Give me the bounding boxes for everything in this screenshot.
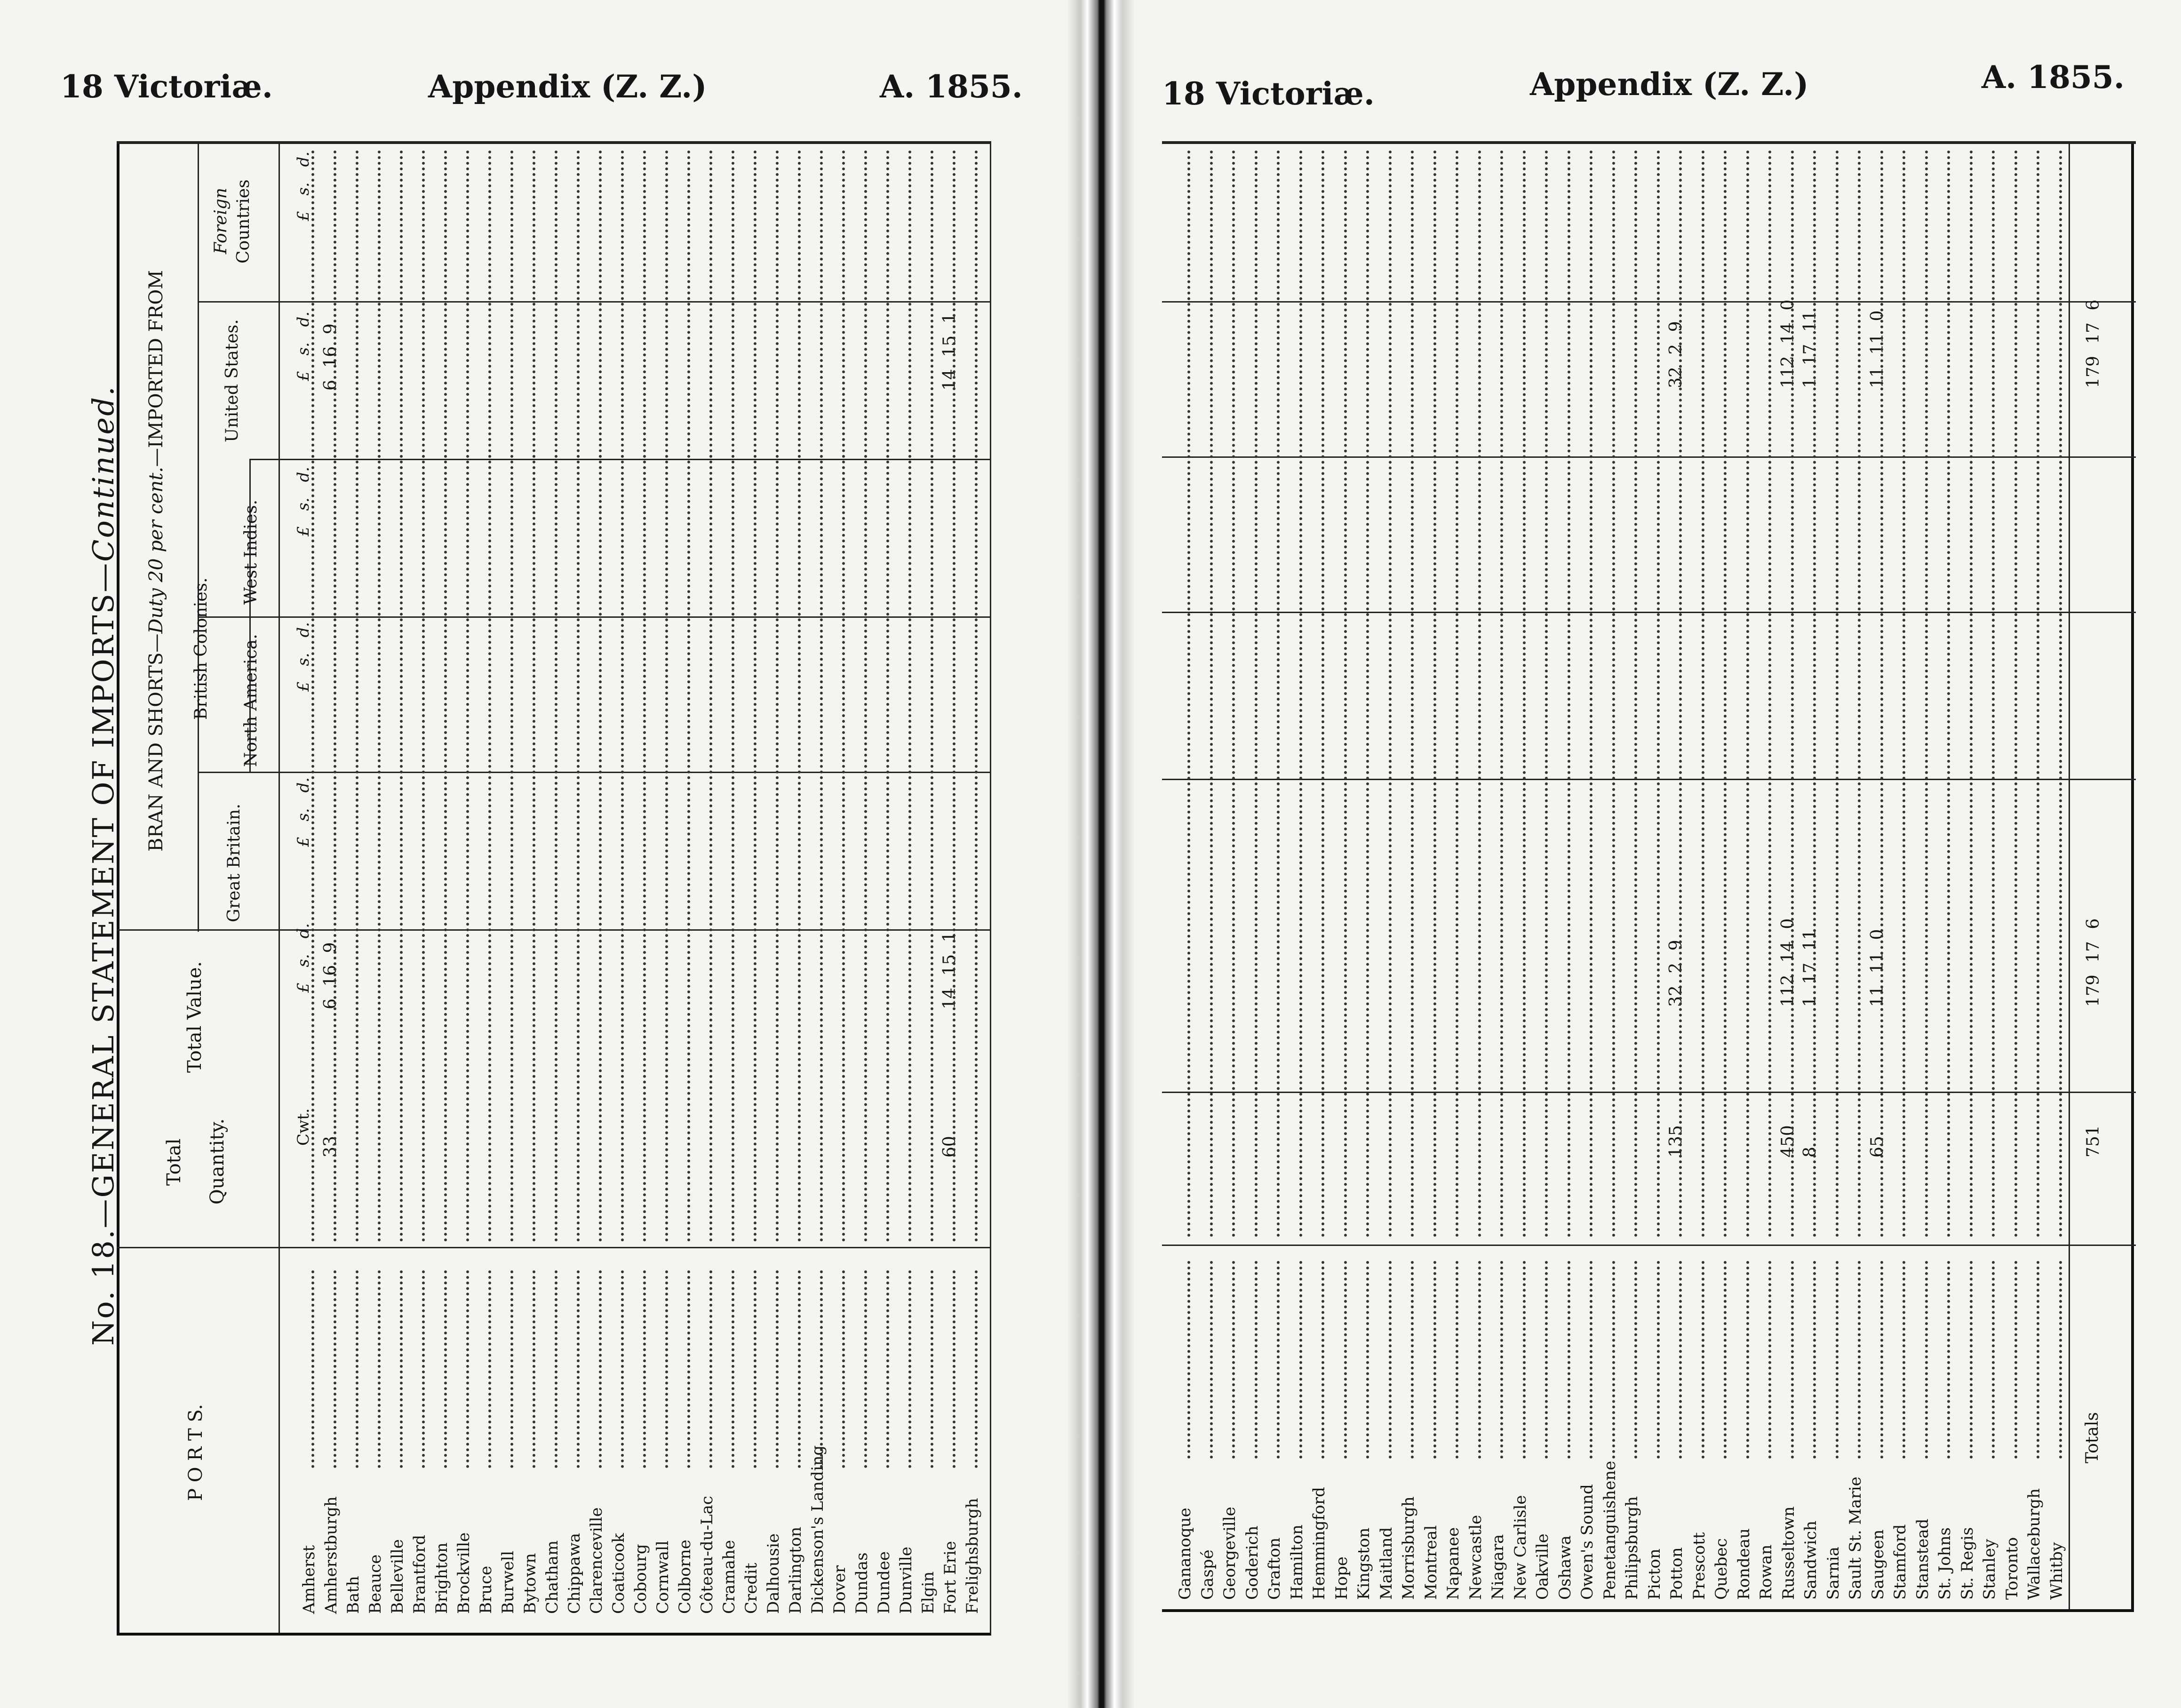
dot-leader bbox=[1724, 1261, 1727, 1459]
port-name: Fort Erie bbox=[941, 1541, 960, 1614]
port-name: Wallaceburgh bbox=[2025, 1488, 2044, 1600]
port-name: Sarnia bbox=[1823, 1547, 1843, 1600]
british-colonies-header: British Colonies. bbox=[191, 577, 211, 720]
port-name: Elgin bbox=[919, 1571, 938, 1614]
dot-leader bbox=[488, 151, 491, 1242]
port-name: Bath bbox=[344, 1576, 363, 1614]
port-name: Bytown bbox=[521, 1553, 540, 1614]
imported-from-header bbox=[147, 270, 166, 852]
dot-leader bbox=[1880, 1261, 1883, 1459]
unit-west-indies: £ s. d. bbox=[294, 466, 313, 536]
appendix-header: Appendix (Z. Z.) bbox=[1530, 66, 1809, 103]
dot-leader bbox=[466, 1270, 469, 1468]
dot-leader bbox=[2014, 1261, 2017, 1459]
dot-leader bbox=[621, 151, 624, 1242]
dot-leader bbox=[1947, 151, 1950, 1237]
port-name: Montreal bbox=[1421, 1525, 1441, 1600]
total-header: Total bbox=[163, 1138, 185, 1186]
dot-leader bbox=[1568, 1261, 1570, 1459]
dot-leader bbox=[2037, 1261, 2039, 1459]
dot-leader bbox=[1366, 1261, 1369, 1459]
dot-leader bbox=[1612, 151, 1615, 1237]
port-name: Côteau-du-Lac bbox=[698, 1496, 716, 1614]
great-britain-header: Great Britain. bbox=[224, 804, 244, 922]
dot-leader bbox=[953, 1270, 955, 1468]
dot-leader bbox=[1433, 151, 1436, 1237]
dot-leader bbox=[555, 151, 557, 1242]
port-name: Owen's Sound bbox=[1578, 1484, 1597, 1600]
foreign-header: Foreign bbox=[211, 188, 231, 254]
dot-leader bbox=[953, 151, 955, 1242]
dot-leader bbox=[886, 1270, 889, 1468]
dot-leader bbox=[1791, 1261, 1794, 1459]
dot-leader bbox=[444, 1270, 447, 1468]
port-name: Georgeville bbox=[1220, 1507, 1239, 1600]
dot-leader bbox=[1321, 1261, 1324, 1459]
dot-leader bbox=[776, 151, 779, 1242]
unit-quantity: Cwt. bbox=[294, 1108, 313, 1146]
unit-great-britain: £ s. d. bbox=[294, 777, 313, 847]
port-name: Dundee bbox=[875, 1551, 893, 1614]
dot-leader bbox=[1255, 1261, 1258, 1459]
quantity-cell: 60 bbox=[940, 1136, 959, 1157]
port-name: Penetanguishene bbox=[1600, 1461, 1619, 1600]
port-name: Dunville bbox=[897, 1546, 915, 1614]
dot-leader bbox=[577, 151, 580, 1242]
port-name: Stamford bbox=[1891, 1524, 1910, 1600]
dot-leader bbox=[334, 1270, 336, 1468]
dot-leader bbox=[2014, 151, 2017, 1237]
countries-header: Countries bbox=[234, 179, 253, 263]
port-name: Beauce bbox=[366, 1554, 385, 1614]
dot-leader bbox=[798, 1270, 801, 1468]
port-name: Newcastle bbox=[1466, 1515, 1485, 1600]
dot-leader bbox=[1299, 1261, 1302, 1459]
dot-leader bbox=[1523, 1261, 1526, 1459]
dot-leader bbox=[1925, 1261, 1928, 1459]
port-name: New Carlisle bbox=[1511, 1495, 1530, 1600]
imported-from-label: —IMPORTED FROM bbox=[145, 270, 167, 467]
dot-leader bbox=[1187, 151, 1190, 1237]
dot-leader bbox=[422, 1270, 425, 1468]
united-states-cell: 6 16 9 bbox=[321, 323, 340, 391]
dot-leader bbox=[1187, 1261, 1190, 1459]
port-name: Morrisburgh bbox=[1399, 1496, 1418, 1600]
port-name: Brantford bbox=[410, 1534, 429, 1614]
port-name: Goderich bbox=[1242, 1525, 1262, 1600]
port-name: Amherstburgh bbox=[322, 1496, 341, 1614]
dot-leader bbox=[334, 151, 336, 1242]
port-name: Oakville bbox=[1533, 1533, 1552, 1600]
port-name: Brockville bbox=[454, 1532, 473, 1614]
dot-leader bbox=[754, 151, 756, 1242]
dot-leader bbox=[1500, 151, 1503, 1237]
dot-leader bbox=[1545, 1261, 1548, 1459]
dot-leader bbox=[687, 1270, 690, 1468]
port-name: Chatham bbox=[543, 1540, 562, 1614]
total-value-cell: 14 15 1 bbox=[940, 931, 959, 1009]
total-value-cell: 1 17 11 bbox=[1800, 929, 1820, 1007]
ports-header: P O R T S. bbox=[185, 1404, 207, 1501]
left-page bbox=[0, 0, 1067, 1708]
port-name: Sault St. Marie bbox=[1846, 1477, 1865, 1600]
dot-leader bbox=[1568, 151, 1570, 1237]
dot-leader bbox=[1389, 151, 1392, 1237]
dot-leader bbox=[732, 151, 734, 1242]
port-name: Toronto bbox=[2002, 1537, 2022, 1600]
table-frame-right bbox=[1162, 141, 2134, 1612]
dot-leader bbox=[1679, 1261, 1682, 1459]
dot-leader bbox=[798, 151, 801, 1242]
dot-leader bbox=[709, 151, 712, 1242]
dot-leader bbox=[732, 1270, 734, 1468]
dot-leader bbox=[1411, 1261, 1414, 1459]
dot-leader bbox=[1925, 151, 1928, 1237]
dot-leader bbox=[665, 1270, 668, 1468]
port-name: Hemmingford bbox=[1310, 1487, 1329, 1600]
unit-foreign: £ s. d. bbox=[294, 151, 313, 221]
port-name: Dundas bbox=[852, 1552, 871, 1614]
dot-leader bbox=[842, 1270, 845, 1468]
dot-leader bbox=[2037, 151, 2039, 1237]
port-name: Colborne bbox=[676, 1540, 694, 1614]
united-states-header: United States. bbox=[223, 319, 242, 442]
dot-leader bbox=[1992, 1261, 1995, 1459]
dot-leader bbox=[2059, 1261, 2062, 1459]
dot-leader bbox=[1724, 151, 1727, 1237]
port-name: Prescott bbox=[1689, 1532, 1709, 1600]
dot-leader bbox=[1702, 1261, 1704, 1459]
dot-leader bbox=[488, 1270, 491, 1468]
port-name: Cobourg bbox=[631, 1544, 650, 1614]
port-name: Philipsburgh bbox=[1623, 1496, 1641, 1600]
port-name: Rowan bbox=[1757, 1544, 1775, 1600]
dot-leader bbox=[1478, 151, 1481, 1237]
port-name: Oshawa bbox=[1555, 1535, 1575, 1600]
dot-leader bbox=[1634, 151, 1637, 1237]
dot-leader bbox=[1947, 1261, 1950, 1459]
dot-leader bbox=[621, 1270, 624, 1468]
dot-leader bbox=[1232, 1261, 1235, 1459]
dot-leader bbox=[422, 151, 425, 1242]
dot-leader bbox=[378, 1270, 381, 1468]
dot-leader bbox=[687, 151, 690, 1242]
appendix-header: Appendix (Z. Z.) bbox=[428, 68, 707, 105]
dot-leader bbox=[820, 151, 823, 1242]
dot-leader bbox=[1902, 151, 1905, 1237]
port-name: Credit bbox=[742, 1563, 761, 1614]
dot-leader bbox=[908, 151, 911, 1242]
year-header: A. 1855. bbox=[880, 68, 1023, 105]
port-name: Potton bbox=[1667, 1547, 1686, 1600]
port-name: St. Regis bbox=[1958, 1527, 1977, 1600]
dot-leader bbox=[444, 151, 447, 1242]
dot-leader bbox=[665, 151, 668, 1242]
table-title-continued: Continued. bbox=[86, 385, 120, 562]
dot-leader bbox=[1411, 151, 1414, 1237]
unit-united-states: £ s. d. bbox=[294, 311, 313, 381]
dot-leader bbox=[510, 151, 513, 1242]
dot-leader bbox=[1210, 1261, 1213, 1459]
dot-leader bbox=[1858, 151, 1861, 1237]
dot-leader bbox=[1277, 151, 1280, 1237]
dot-leader bbox=[599, 1270, 602, 1468]
port-name: Niagara bbox=[1488, 1534, 1507, 1600]
unit-north-america: £ s. d. bbox=[294, 622, 313, 692]
dot-leader bbox=[643, 1270, 646, 1468]
dot-leader bbox=[1255, 151, 1258, 1237]
dot-leader bbox=[864, 1270, 867, 1468]
dot-leader bbox=[1232, 151, 1235, 1237]
west-indies-header: West Indies. bbox=[241, 500, 261, 605]
dot-leader bbox=[1702, 151, 1704, 1237]
dot-leader bbox=[1456, 151, 1458, 1237]
dot-leader bbox=[1902, 1261, 1905, 1459]
dot-leader bbox=[577, 1270, 580, 1468]
year-header: A. 1855. bbox=[1982, 59, 2125, 96]
dot-leader bbox=[1344, 1261, 1347, 1459]
port-name: Sandwich bbox=[1801, 1520, 1820, 1600]
port-name: Clarenceville bbox=[587, 1507, 606, 1614]
port-name: Saugeen bbox=[1868, 1529, 1887, 1600]
dot-leader bbox=[1880, 151, 1883, 1237]
dot-leader bbox=[466, 151, 469, 1242]
dot-leader bbox=[356, 1270, 358, 1468]
dot-leader bbox=[1970, 151, 1973, 1237]
dot-leader bbox=[311, 1270, 314, 1468]
dot-leader bbox=[400, 151, 403, 1242]
dot-leader bbox=[1612, 1261, 1615, 1459]
article-label: BRAN AND SHORTS— bbox=[145, 633, 167, 852]
dot-leader bbox=[1813, 1261, 1816, 1459]
dot-leader bbox=[1634, 1261, 1637, 1459]
totals-quantity: 751 bbox=[2084, 1125, 2103, 1157]
dot-leader bbox=[1992, 151, 1995, 1237]
dot-leader bbox=[1299, 151, 1302, 1237]
port-name: Cramahe bbox=[720, 1540, 739, 1614]
totals-value: 179 17 6 bbox=[2084, 918, 2103, 1007]
dot-leader bbox=[754, 1270, 756, 1468]
dot-leader bbox=[1768, 151, 1771, 1237]
dot-leader bbox=[1590, 151, 1592, 1237]
dot-leader bbox=[1366, 151, 1369, 1237]
dot-leader bbox=[1858, 1261, 1861, 1459]
dot-leader bbox=[1746, 151, 1749, 1237]
dot-leader bbox=[2059, 151, 2062, 1237]
right-page bbox=[1135, 0, 2181, 1708]
totals-united-states: 179 17 6 bbox=[2084, 299, 2103, 388]
port-name: St. Johns bbox=[1935, 1527, 1954, 1600]
dot-leader bbox=[1836, 151, 1839, 1237]
quantity-cell: 65 bbox=[1867, 1136, 1887, 1157]
dot-leader bbox=[931, 1270, 933, 1468]
dot-leader bbox=[1321, 151, 1324, 1237]
quantity-cell: 450 bbox=[1778, 1125, 1798, 1157]
port-name: Stanley bbox=[1980, 1539, 1999, 1600]
table-frame-left bbox=[117, 141, 991, 1636]
dot-leader bbox=[1523, 151, 1526, 1237]
port-name: Napanee bbox=[1444, 1527, 1463, 1600]
totals-label: Totals bbox=[2083, 1412, 2102, 1463]
dot-leader bbox=[975, 1270, 978, 1468]
united-states-cell: 1 17 11 bbox=[1800, 310, 1820, 388]
united-states-cell: 32 2 9 bbox=[1666, 321, 1686, 388]
total-value-cell: 6 16 9 bbox=[321, 942, 340, 1009]
dot-leader bbox=[1746, 1261, 1749, 1459]
dot-leader bbox=[311, 151, 314, 1242]
port-name: Stanstead bbox=[1913, 1518, 1932, 1600]
dot-leader bbox=[1545, 151, 1548, 1237]
table-title-main: No. 18.—GENERAL STATEMENT OF IMPORTS— bbox=[86, 561, 120, 1346]
total-value-header: Total Value. bbox=[184, 961, 206, 1073]
dot-leader bbox=[1791, 151, 1794, 1237]
dot-leader bbox=[1657, 1261, 1660, 1459]
port-name: Rondeau bbox=[1734, 1528, 1753, 1600]
port-name: Hope bbox=[1332, 1556, 1351, 1600]
dot-leader bbox=[1970, 1261, 1973, 1459]
dot-leader bbox=[1657, 151, 1660, 1237]
united-states-cell: 11 11 0 bbox=[1867, 310, 1887, 388]
port-name: Dickenson's Landing bbox=[808, 1445, 827, 1614]
total-value-cell: 11 11 0 bbox=[1867, 929, 1887, 1007]
dot-leader bbox=[533, 151, 535, 1242]
port-name: Bruce bbox=[477, 1565, 495, 1614]
dot-leader bbox=[908, 1270, 911, 1468]
quantity-cell: 8 bbox=[1800, 1147, 1820, 1157]
dot-leader bbox=[643, 151, 646, 1242]
port-name: Dalhousie bbox=[764, 1533, 783, 1614]
dot-leader bbox=[1277, 1261, 1280, 1459]
dot-leader bbox=[533, 1270, 535, 1468]
dot-leader bbox=[400, 1270, 403, 1468]
dot-leader bbox=[931, 151, 933, 1242]
dot-leader bbox=[709, 1270, 712, 1468]
quantity-cell: 135 bbox=[1666, 1125, 1686, 1157]
dot-leader bbox=[1836, 1261, 1839, 1459]
dot-leader bbox=[1210, 151, 1213, 1237]
port-name: Picton bbox=[1645, 1548, 1664, 1600]
united-states-cell: 112 14 0 bbox=[1778, 299, 1798, 388]
dot-leader bbox=[1478, 1261, 1481, 1459]
dot-leader bbox=[555, 1270, 557, 1468]
port-name: Frelighsburgh bbox=[963, 1498, 982, 1614]
dot-leader bbox=[842, 151, 845, 1242]
port-name: Cornwall bbox=[653, 1540, 672, 1614]
port-name: Coaticook bbox=[609, 1533, 628, 1614]
port-name: Dover bbox=[830, 1565, 849, 1614]
session-header: 18 Victoriæ. bbox=[1162, 75, 1375, 112]
port-name: Chippawa bbox=[565, 1533, 584, 1614]
port-name: Belleville bbox=[388, 1539, 407, 1614]
port-name: Grafton bbox=[1265, 1537, 1284, 1600]
unit-total-value: £ s. d. bbox=[294, 923, 313, 993]
dot-leader bbox=[599, 151, 602, 1242]
duty-label: Duty 20 per cent. bbox=[145, 467, 167, 634]
dot-leader bbox=[1768, 1261, 1771, 1459]
dot-leader bbox=[356, 151, 358, 1242]
dot-leader bbox=[1456, 1261, 1458, 1459]
dot-leader bbox=[1433, 1261, 1436, 1459]
dot-leader bbox=[510, 1270, 513, 1468]
dot-leader bbox=[820, 1270, 823, 1468]
dot-leader bbox=[1679, 151, 1682, 1237]
dot-leader bbox=[975, 151, 978, 1242]
dot-leader bbox=[378, 151, 381, 1242]
port-name: Burwell bbox=[499, 1550, 517, 1614]
port-name: Hamilton bbox=[1287, 1524, 1306, 1600]
north-america-header: North America. bbox=[241, 634, 261, 767]
total-value-cell: 112 14 0 bbox=[1778, 918, 1798, 1007]
port-name: Russeltown bbox=[1779, 1506, 1798, 1600]
dot-leader bbox=[1590, 1261, 1592, 1459]
port-name: Darlington bbox=[786, 1526, 805, 1614]
dot-leader bbox=[1813, 151, 1816, 1237]
quantity-cell: 33 bbox=[321, 1136, 340, 1157]
port-name: Whitby bbox=[2047, 1542, 2066, 1600]
port-name: Gananoque bbox=[1176, 1508, 1194, 1600]
dot-leader bbox=[864, 151, 867, 1242]
port-name: Quebec bbox=[1712, 1538, 1731, 1600]
dot-leader bbox=[886, 151, 889, 1242]
dot-leader bbox=[776, 1270, 779, 1468]
united-states-cell: 14 15 1 bbox=[940, 312, 959, 391]
session-header: 18 Victoriæ. bbox=[60, 68, 273, 105]
port-name: Gaspé bbox=[1198, 1549, 1217, 1600]
port-name: Kingston bbox=[1354, 1527, 1373, 1600]
dot-leader bbox=[1344, 151, 1347, 1237]
book-gutter bbox=[1067, 0, 1135, 1708]
port-name: Amherst bbox=[300, 1545, 318, 1614]
port-name: Brighton bbox=[432, 1542, 451, 1614]
total-value-cell: 32 2 9 bbox=[1666, 940, 1686, 1007]
dot-leader bbox=[1500, 1261, 1503, 1459]
quantity-header: Quantity. bbox=[207, 1118, 228, 1205]
dot-leader bbox=[1389, 1261, 1392, 1459]
port-name: Maitland bbox=[1377, 1527, 1396, 1600]
